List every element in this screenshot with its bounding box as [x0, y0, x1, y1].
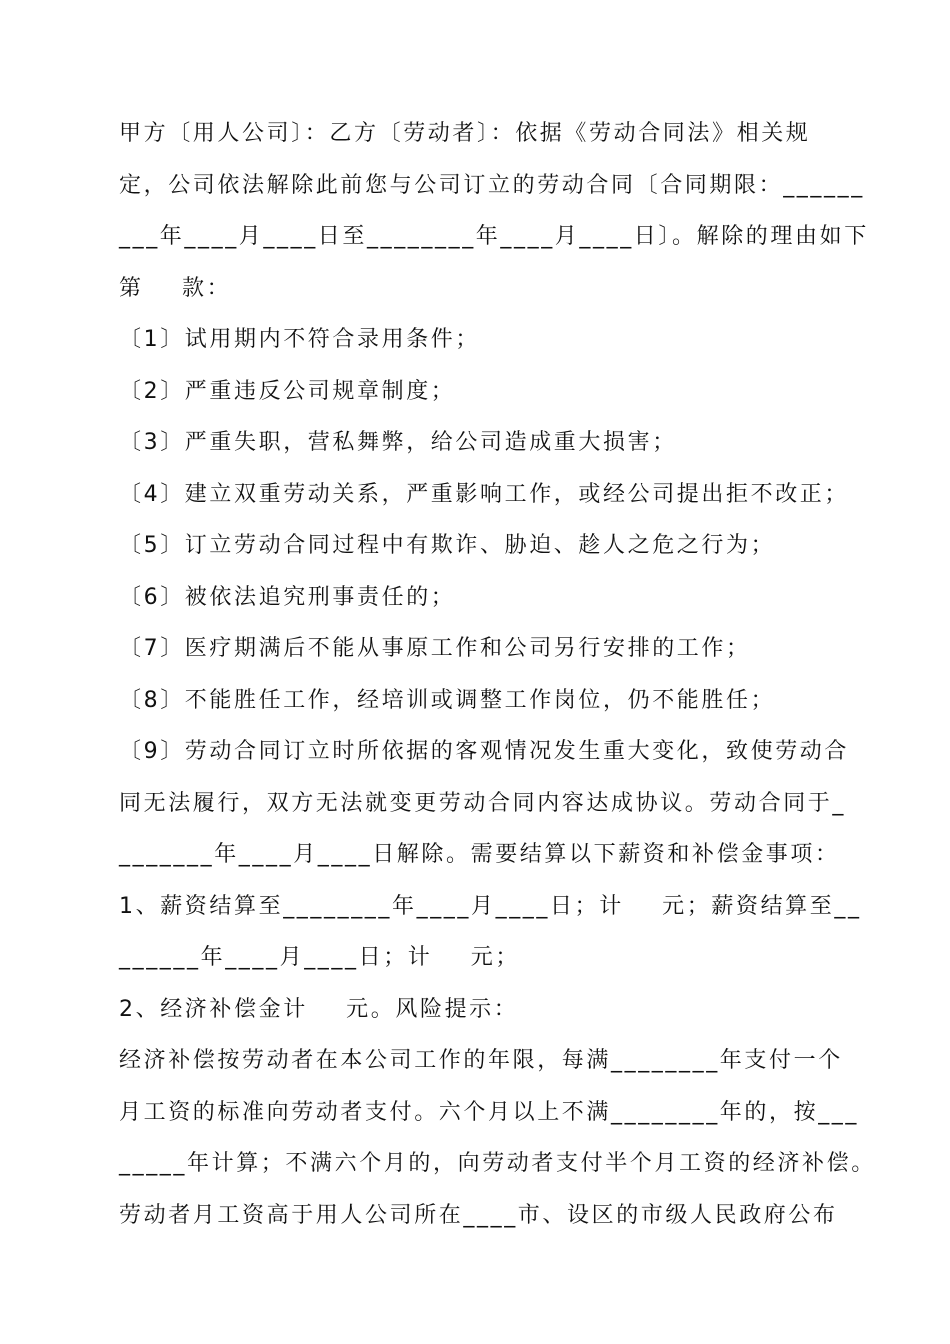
text-line: 〔9〕劳动合同订立时所依据的客观情况发生重大变化，致使劳动合 — [119, 739, 849, 764]
text-line: 〔2〕严重违反公司规章制度； — [119, 378, 456, 404]
text-line: 〔8〕不能胜任工作，经培训或调整工作岗位，仍不能胜任； — [119, 687, 776, 713]
document-body — [119, 108, 876, 1241]
text-line: 〔7〕医疗期满后不能从事原工作和公司另行安排的工作； — [119, 636, 751, 661]
text-line: 1、薪资结算至________年____月____日；计 元；薪资结算至__ — [119, 893, 862, 919]
text-line: 经济补偿按劳动者在本公司工作的年限，每满________年支付一个 — [119, 1048, 843, 1073]
text-line: 甲方〔用人公司〕：乙方〔劳动者〕：依据《劳动合同法》相关规 — [119, 121, 811, 146]
text-line: 第 款： — [119, 275, 232, 301]
text-line: 〔1〕试用期内不符合录用条件； — [119, 327, 480, 352]
text-line: 定，公司依法解除此前您与公司订立的劳动合同〔合同期限：______ — [119, 172, 865, 198]
text-line: 〔4〕建立双重劳动关系，严重影响工作，或经公司提出拒不改正； — [119, 481, 849, 507]
text-line: _____年计算；不满六个月的，向劳动者支付半个月工资的经济补偿。 — [119, 1151, 876, 1176]
text-line: 劳动者月工资高于用人公司所在____市、设区的市级人民政府公布 — [119, 1202, 838, 1228]
text-line: 2、经济补偿金计 元。风险提示： — [119, 996, 519, 1022]
text-line: _______年____月____日解除。需要结算以下薪资和补偿金事项： — [119, 842, 840, 867]
text-line: 月工资的标准向劳动者支付。六个月以上不满________年的，按___ — [119, 1099, 860, 1125]
text-line: 〔3〕严重失职，营私舞弊，给公司造成重大损害； — [119, 430, 677, 455]
text-line: 同无法履行，双方无法就变更劳动合同内容达成协议。劳动合同于_ — [119, 790, 847, 816]
text-line: 〔5〕订立劳动合同过程中有欺诈、胁迫、趁人之危之行为； — [119, 533, 776, 558]
text-line: 〔6〕被依法追究刑事责任的； — [119, 584, 456, 610]
text-line: ______年____月____日；计 元； — [119, 945, 520, 970]
text-line: ___年____月____日至________年____月____日〕。解除的理由如下 — [119, 224, 869, 249]
